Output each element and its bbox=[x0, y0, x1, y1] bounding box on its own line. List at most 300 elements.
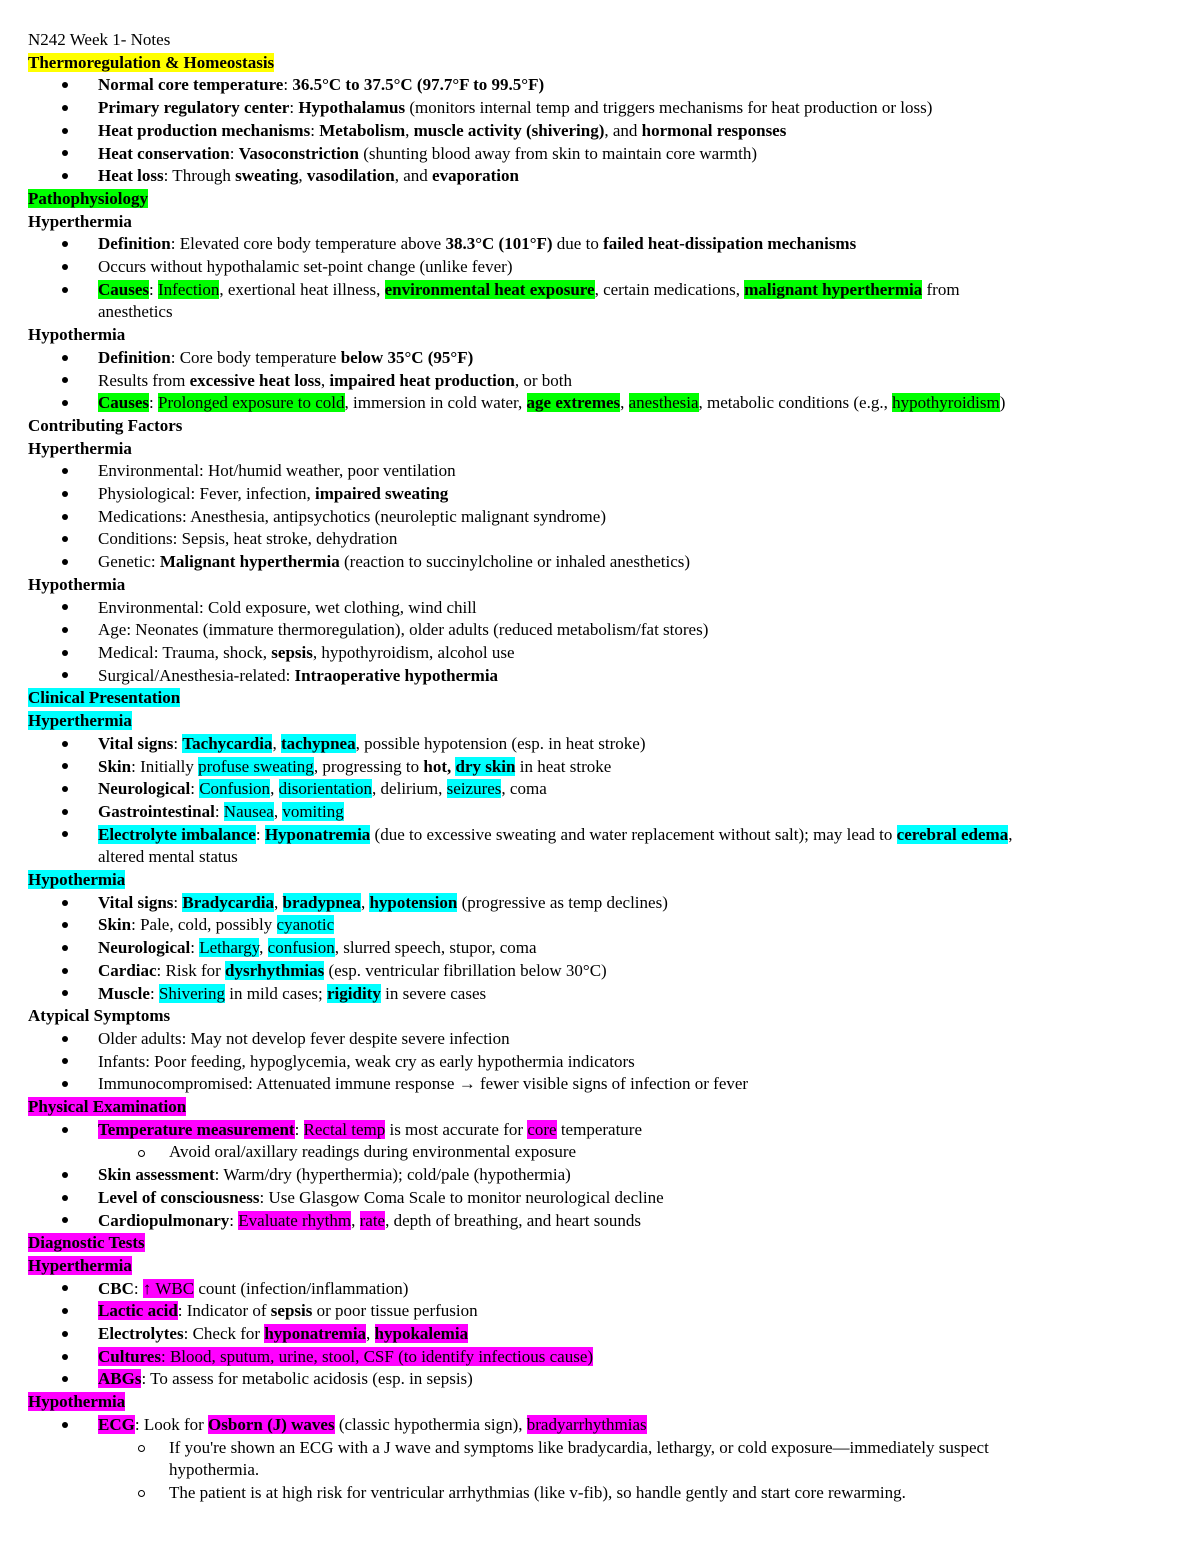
text-run: Vasoconstriction bbox=[238, 143, 359, 163]
bullet-item bbox=[28, 983, 1168, 1006]
highlighted-text: Causes bbox=[98, 279, 150, 299]
bullet-item bbox=[28, 74, 1168, 97]
text-run: , metabolic conditions (e.g., bbox=[698, 393, 893, 413]
bullet-dot-icon bbox=[62, 900, 68, 906]
bullet-marker bbox=[62, 1346, 68, 1369]
text-run: , bbox=[360, 892, 370, 912]
bullet-dot-icon bbox=[62, 491, 68, 497]
text-run: Normal core temperature bbox=[98, 75, 284, 95]
bullet-dot-icon bbox=[62, 1422, 68, 1428]
bullet-marker bbox=[62, 1414, 68, 1437]
text-run: hot, bbox=[423, 756, 456, 776]
text-run: hormonal responses bbox=[641, 120, 787, 140]
text-run: ) bbox=[999, 393, 1006, 413]
highlighted-text: Evaluate rhythm bbox=[238, 1210, 352, 1230]
highlighted-text: Diagnostic Tests bbox=[28, 1233, 145, 1253]
bullet-dot-icon bbox=[62, 741, 68, 747]
highlighted-text: Clinical Presentation bbox=[28, 688, 181, 708]
bullet-item bbox=[28, 619, 1168, 642]
bullet-dot-icon bbox=[62, 241, 68, 247]
highlighted-text: Prolonged exposure to cold bbox=[158, 393, 345, 413]
bullet-item bbox=[28, 279, 1168, 302]
text-run: Immunocompromised: Attenuated immune response → fewer visible signs of infection or fever bbox=[98, 1074, 749, 1094]
bullet-marker bbox=[62, 347, 68, 370]
text-run: Definition bbox=[98, 234, 171, 254]
text-run: anesthetics bbox=[98, 302, 173, 322]
text-run: : Through bbox=[163, 166, 236, 186]
text-run: hypothermia. bbox=[169, 1460, 260, 1480]
bullet-marker bbox=[62, 1278, 68, 1301]
bullet-marker bbox=[62, 1210, 68, 1233]
highlighted-text: Hyperthermia bbox=[28, 711, 132, 731]
bullet-item bbox=[28, 914, 1168, 937]
bullet-continuation bbox=[28, 301, 1168, 324]
section-heading bbox=[28, 52, 1168, 75]
bullet-item bbox=[28, 551, 1168, 574]
bullet-marker bbox=[138, 1437, 145, 1460]
text-run: : bbox=[149, 393, 158, 413]
bullet-marker bbox=[62, 392, 68, 415]
text-run: from bbox=[922, 279, 960, 299]
bullet-dot-icon bbox=[62, 1285, 68, 1291]
bullet-dot-icon bbox=[62, 536, 68, 542]
bullet-dot-icon bbox=[62, 287, 68, 293]
highlighted-text: Physical Examination bbox=[28, 1097, 187, 1117]
text-run: is most accurate for bbox=[385, 1119, 528, 1139]
bullet-item bbox=[28, 892, 1168, 915]
text-run: , and bbox=[604, 120, 642, 140]
bullet-marker bbox=[62, 960, 68, 983]
bullet-marker bbox=[138, 1141, 145, 1164]
text-run: or poor tissue perfusion bbox=[312, 1301, 478, 1321]
highlighted-text: Osborn (J) waves bbox=[208, 1414, 335, 1434]
bullet-item bbox=[28, 778, 1168, 801]
text-run: Hypothalamus bbox=[298, 98, 406, 118]
text-run: : bbox=[190, 938, 200, 958]
text-run: : Use Glasgow Coma Scale to monitor neurological decline bbox=[259, 1187, 664, 1207]
bullet-item bbox=[28, 506, 1168, 529]
text-run: Vital signs bbox=[98, 892, 174, 912]
bullet-dot-icon bbox=[62, 786, 68, 792]
bullet-item bbox=[28, 1119, 1168, 1142]
bullet-marker bbox=[62, 801, 68, 824]
text-run: , bbox=[270, 779, 279, 799]
highlighted-text: Bradycardia bbox=[182, 892, 275, 912]
text-run: , slurred speech, stupor, coma bbox=[334, 938, 537, 958]
sub-bullet-item bbox=[28, 1437, 1168, 1460]
highlighted-text: Hypothermia bbox=[28, 870, 126, 890]
text-run: , bbox=[351, 1210, 360, 1230]
bullet-item bbox=[28, 143, 1168, 166]
bullet-marker bbox=[62, 1028, 68, 1051]
bullet-dot-icon bbox=[62, 1195, 68, 1201]
text-run: : Elevated core body temperature above bbox=[170, 234, 446, 254]
text-run: , exertional heat illness, bbox=[219, 279, 385, 299]
text-run: Skin bbox=[98, 756, 132, 776]
text-run: Surgical/Anesthesia-related: bbox=[98, 665, 295, 685]
bullet-item bbox=[28, 460, 1168, 483]
text-run: (progressive as temp declines) bbox=[457, 892, 668, 912]
highlighted-text: tachypnea bbox=[280, 733, 356, 753]
bullet-item bbox=[28, 642, 1168, 665]
bullet-dot-icon bbox=[62, 922, 68, 928]
bullet-dot-icon bbox=[62, 559, 68, 565]
text-run: altered mental status bbox=[98, 847, 238, 867]
bullet-dot-icon bbox=[62, 831, 68, 837]
highlighted-text: seizures bbox=[446, 779, 502, 799]
text-run: : bbox=[229, 1210, 239, 1230]
section-heading bbox=[28, 1005, 1168, 1028]
highlighted-text: Hyperthermia bbox=[28, 1255, 132, 1275]
bullet-dot-icon bbox=[62, 264, 68, 270]
notes-body bbox=[28, 52, 1168, 1505]
text-run: : bbox=[289, 98, 299, 118]
bullet-marker bbox=[62, 983, 68, 1006]
text-run: : Indicator of bbox=[177, 1301, 271, 1321]
highlighted-text: hyponatremia bbox=[264, 1324, 367, 1344]
bullet-item bbox=[28, 937, 1168, 960]
text-run: Skin assessment bbox=[98, 1165, 215, 1185]
text-run: due to bbox=[552, 234, 604, 254]
text-run: Environmental: Cold exposure, wet clothing, wind chill bbox=[98, 597, 477, 617]
highlighted-text: Cultures bbox=[98, 1346, 161, 1366]
text-run: Gastrointestinal bbox=[98, 801, 215, 821]
highlighted-text: Causes bbox=[98, 393, 150, 413]
text-run: Genetic: bbox=[98, 552, 160, 572]
bullet-item bbox=[28, 733, 1168, 756]
text-run: Age: Neonates (immature thermoregulation), older adults (reduced metabolism/fat stores) bbox=[98, 620, 709, 640]
bullet-dot-icon bbox=[62, 105, 68, 111]
text-run: Environmental: Hot/humid weather, poor ventilation bbox=[98, 461, 456, 481]
bullet-marker bbox=[62, 1051, 68, 1074]
section-heading bbox=[28, 415, 1168, 438]
text-run: , and bbox=[394, 166, 433, 186]
bullet-dot-icon bbox=[62, 763, 68, 769]
highlighted-text: core bbox=[527, 1119, 557, 1139]
highlighted-text: ↑ WBC bbox=[142, 1278, 195, 1298]
bullet-item bbox=[28, 97, 1168, 120]
highlighted-text: malignant hyperthermia bbox=[744, 279, 923, 299]
highlighted-text: Hyponatremia bbox=[264, 824, 371, 844]
text-run: : Risk for bbox=[156, 960, 226, 980]
text-run: Vital signs bbox=[98, 733, 174, 753]
text-run: Results from bbox=[98, 370, 190, 390]
sub-bullet-circle-icon bbox=[138, 1445, 145, 1452]
text-run: Metabolism bbox=[319, 120, 406, 140]
text-run: : bbox=[255, 824, 265, 844]
highlighted-text: ECG bbox=[98, 1414, 135, 1434]
bullet-dot-icon bbox=[62, 627, 68, 633]
text-run: , depth of breathing, and heart sounds bbox=[385, 1210, 641, 1230]
bullet-item bbox=[28, 597, 1168, 620]
text-run: : bbox=[229, 143, 239, 163]
section-heading bbox=[28, 687, 1168, 710]
text-run: Physiological: Fever, infection, bbox=[98, 484, 315, 504]
bullet-item bbox=[28, 1073, 1168, 1096]
bullet-item bbox=[28, 1164, 1168, 1187]
text-run: Atypical Symptoms bbox=[28, 1006, 171, 1026]
bullet-marker bbox=[62, 733, 68, 756]
text-run: Hyperthermia bbox=[28, 211, 132, 231]
text-run: Older adults: May not develop fever despite severe infection bbox=[98, 1028, 510, 1048]
text-run: (monitors internal temp and triggers mechanisms for heat production or loss) bbox=[405, 98, 933, 118]
bullet-item bbox=[28, 801, 1168, 824]
highlighted-text: Rectal temp bbox=[303, 1119, 386, 1139]
bullet-continuation bbox=[28, 846, 1168, 869]
text-run: Neurological bbox=[98, 938, 191, 958]
text-run: in mild cases; bbox=[225, 983, 328, 1003]
highlighted-text: hypothyroidism bbox=[892, 393, 1000, 413]
bullet-marker bbox=[62, 528, 68, 551]
sub-bullet-circle-icon bbox=[138, 1150, 145, 1157]
bullet-item bbox=[28, 665, 1168, 688]
bullet-marker bbox=[62, 506, 68, 529]
text-run: 38.3°C (101°F) bbox=[445, 234, 553, 254]
bullet-item bbox=[28, 347, 1168, 370]
bullet-marker bbox=[62, 665, 68, 688]
text-run: Heat production mechanisms bbox=[98, 120, 311, 140]
bullet-item bbox=[28, 1028, 1168, 1051]
bullet-dot-icon bbox=[62, 945, 68, 951]
highlighted-text: Temperature measurement bbox=[98, 1119, 295, 1139]
bullet-marker bbox=[62, 824, 68, 847]
text-run: Intraoperative hypothermia bbox=[294, 665, 499, 685]
highlighted-text: rate bbox=[359, 1210, 386, 1230]
text-run: Medications: Anesthesia, antipsychotics (neuroleptic malignant syndrome) bbox=[98, 506, 606, 526]
bullet-dot-icon bbox=[62, 1036, 68, 1042]
bullet-marker bbox=[62, 370, 68, 393]
text-run: : bbox=[173, 892, 183, 912]
highlighted-text: cerebral edema bbox=[896, 824, 1009, 844]
text-run: impaired heat production bbox=[329, 370, 515, 390]
text-run: in severe cases bbox=[380, 983, 487, 1003]
text-run: : Look for bbox=[134, 1414, 209, 1434]
bullet-dot-icon bbox=[62, 377, 68, 383]
text-run: Conditions: Sepsis, heat stroke, dehydration bbox=[98, 529, 398, 549]
text-run: : bbox=[133, 1278, 143, 1298]
bullet-marker bbox=[62, 551, 68, 574]
text-run: Malignant hyperthermia bbox=[159, 552, 340, 572]
bullet-item bbox=[28, 1414, 1168, 1437]
text-run: Infants: Poor feeding, hypoglycemia, weak cry as early hypothermia indicators bbox=[98, 1051, 635, 1071]
section-heading bbox=[28, 211, 1168, 234]
sub-bullet-continuation bbox=[28, 1459, 1168, 1482]
bullet-dot-icon bbox=[62, 1376, 68, 1382]
text-run: failed heat-dissipation mechanisms bbox=[603, 234, 857, 254]
bullet-dot-icon bbox=[62, 1331, 68, 1337]
text-run: (reaction to succinylcholine or inhaled anesthetics) bbox=[339, 552, 691, 572]
bullet-marker bbox=[62, 642, 68, 665]
bullet-marker bbox=[62, 1300, 68, 1323]
highlighted-text: Nausea bbox=[223, 801, 274, 821]
bullet-marker bbox=[62, 756, 68, 779]
text-run: muscle activity (shivering) bbox=[413, 120, 605, 140]
text-run: : bbox=[190, 779, 200, 799]
bullet-marker bbox=[62, 778, 68, 801]
text-run: vasodilation bbox=[306, 166, 395, 186]
section-heading bbox=[28, 869, 1168, 892]
text-run: Heat loss bbox=[98, 166, 164, 186]
text-run: Hypothermia bbox=[28, 325, 126, 345]
text-run: , bbox=[272, 733, 281, 753]
bullet-marker bbox=[62, 120, 68, 143]
highlighted-text: dysrhythmias bbox=[225, 960, 325, 980]
text-run: Hyperthermia bbox=[28, 438, 132, 458]
highlighted-text: dry skin bbox=[455, 756, 516, 776]
highlighted-text: bradypnea bbox=[282, 892, 361, 912]
bullet-item bbox=[28, 370, 1168, 393]
highlighted-text: environmental heat exposure bbox=[384, 279, 595, 299]
text-run: Avoid oral/axillary readings during environmental exposure bbox=[169, 1142, 577, 1162]
text-run: , hypothyroidism, alcohol use bbox=[312, 642, 515, 662]
bullet-marker bbox=[62, 1368, 68, 1391]
text-run: sepsis bbox=[271, 642, 313, 662]
highlighted-text: Shivering bbox=[158, 983, 226, 1003]
text-run: sepsis bbox=[270, 1301, 313, 1321]
text-run: Heat conservation bbox=[98, 143, 230, 163]
bullet-marker bbox=[62, 619, 68, 642]
text-run: Electrolytes bbox=[98, 1324, 184, 1344]
bullet-marker bbox=[62, 1164, 68, 1187]
text-run: Primary regulatory center bbox=[98, 98, 290, 118]
text-run: Neurological bbox=[98, 779, 191, 799]
text-run: , bbox=[298, 166, 307, 186]
text-run: evaporation bbox=[432, 166, 519, 186]
text-run: sweating bbox=[235, 166, 299, 186]
bullet-marker bbox=[62, 279, 68, 302]
section-heading bbox=[28, 1232, 1168, 1255]
highlighted-text: hypokalemia bbox=[374, 1324, 469, 1344]
text-run: Occurs without hypothalamic set-point change (unlike fever) bbox=[98, 257, 513, 277]
bullet-marker bbox=[62, 597, 68, 620]
notes-page bbox=[28, 29, 1168, 1505]
highlighted-text: ABGs bbox=[98, 1369, 142, 1389]
highlighted-text: Electrolyte imbalance bbox=[98, 824, 256, 844]
highlighted-text: Pathophysiology bbox=[28, 188, 148, 208]
text-run: Cardiac bbox=[98, 960, 157, 980]
section-heading bbox=[28, 188, 1168, 211]
bullet-dot-icon bbox=[62, 672, 68, 678]
text-run: : bbox=[294, 1119, 304, 1139]
bullet-marker bbox=[62, 74, 68, 97]
bullet-marker bbox=[62, 1073, 68, 1096]
text-run: excessive heat loss bbox=[189, 370, 321, 390]
bullet-item bbox=[28, 483, 1168, 506]
bullet-item bbox=[28, 233, 1168, 256]
text-run: , delirium, bbox=[372, 779, 447, 799]
bullet-dot-icon bbox=[62, 82, 68, 88]
bullet-dot-icon bbox=[62, 1081, 68, 1087]
text-run: Definition bbox=[98, 347, 171, 367]
bullet-dot-icon bbox=[62, 1172, 68, 1178]
highlighted-text: confusion bbox=[267, 938, 335, 958]
bullet-item bbox=[28, 392, 1168, 415]
bullet-marker bbox=[62, 97, 68, 120]
text-run: : Pale, cold, possibly bbox=[131, 915, 277, 935]
bullet-item bbox=[28, 528, 1168, 551]
bullet-item bbox=[28, 165, 1168, 188]
bullet-item bbox=[28, 120, 1168, 143]
bullet-marker bbox=[62, 165, 68, 188]
section-heading bbox=[28, 710, 1168, 733]
text-run: (shunting blood away from skin to maintain core warmth) bbox=[358, 143, 757, 163]
bullet-dot-icon bbox=[62, 1127, 68, 1133]
bullet-dot-icon bbox=[62, 604, 68, 610]
highlighted-text: Hypothermia bbox=[28, 1392, 126, 1412]
text-run: Cardiopulmonary bbox=[98, 1210, 230, 1230]
highlighted-text: vomiting bbox=[282, 801, 344, 821]
bullet-item bbox=[28, 1346, 1168, 1369]
text-run: : bbox=[310, 120, 320, 140]
text-run: (esp. ventricular fibrillation below 30°C) bbox=[324, 960, 607, 980]
text-run: CBC bbox=[98, 1278, 134, 1298]
bullet-marker bbox=[62, 143, 68, 166]
highlighted-text: age extremes bbox=[526, 393, 621, 413]
section-heading bbox=[28, 1255, 1168, 1278]
text-run: If you're shown an ECG with a J wave and symptoms like bradycardia, lethargy, or cold exposure—immediately suspect bbox=[169, 1437, 989, 1457]
highlighted-text: Thermoregulation & Homeostasis bbox=[28, 52, 275, 72]
bullet-dot-icon bbox=[62, 809, 68, 815]
document-title: N242 Week 1- Notes bbox=[28, 30, 171, 49]
text-run: Contributing Factors bbox=[28, 415, 183, 435]
text-run: , coma bbox=[501, 779, 547, 799]
text-run: : Core body temperature bbox=[170, 347, 341, 367]
bullet-dot-icon bbox=[62, 650, 68, 656]
bullet-dot-icon bbox=[62, 128, 68, 134]
highlighted-text: bradyarrhythmias bbox=[526, 1414, 647, 1434]
text-run: , or both bbox=[514, 370, 572, 390]
bullet-marker bbox=[62, 256, 68, 279]
bullet-dot-icon bbox=[62, 150, 68, 156]
bullet-dot-icon bbox=[62, 355, 68, 361]
highlighted-text: Confusion bbox=[199, 779, 271, 799]
section-heading bbox=[28, 1096, 1168, 1119]
text-run: The patient is at high risk for ventricular arrhythmias (like v-fib), so handle gently and start core rewarming. bbox=[169, 1483, 906, 1502]
bullet-item bbox=[28, 1187, 1168, 1210]
text-run: : bbox=[283, 75, 293, 95]
text-run: Hypothermia bbox=[28, 574, 126, 594]
text-run: temperature bbox=[556, 1119, 643, 1139]
text-run: , bbox=[273, 801, 283, 821]
bullet-marker bbox=[62, 233, 68, 256]
bullet-marker bbox=[138, 1482, 145, 1505]
text-run: , bbox=[320, 370, 330, 390]
bullet-dot-icon bbox=[62, 968, 68, 974]
bullet-item bbox=[28, 1368, 1168, 1391]
highlighted-text: hypotension bbox=[369, 892, 458, 912]
bullet-item bbox=[28, 1051, 1168, 1074]
highlighted-text: : Blood, sputum, urine, stool, CSF (to identify infectious cause) bbox=[160, 1346, 594, 1366]
highlighted-text: Lethargy bbox=[199, 938, 260, 958]
bullet-marker bbox=[62, 892, 68, 915]
text-run: : bbox=[149, 983, 159, 1003]
highlighted-text: profuse sweating bbox=[198, 756, 314, 776]
text-run: , progressing to bbox=[313, 756, 424, 776]
bullet-marker bbox=[62, 1187, 68, 1210]
text-run: : bbox=[214, 801, 224, 821]
highlighted-text: Infection bbox=[158, 279, 220, 299]
text-run: : Warm/dry (hyperthermia); cold/pale (hypothermia) bbox=[214, 1165, 571, 1185]
highlighted-text: anesthesia bbox=[628, 393, 699, 413]
bullet-dot-icon bbox=[62, 990, 68, 996]
highlighted-text: disorientation bbox=[278, 779, 373, 799]
text-run: Skin bbox=[98, 915, 132, 935]
text-run: Muscle bbox=[98, 983, 150, 1003]
sub-bullet-item bbox=[28, 1141, 1168, 1164]
text-run: (classic hypothermia sign), bbox=[334, 1414, 527, 1434]
bullet-item bbox=[28, 1300, 1168, 1323]
bullet-item bbox=[28, 1278, 1168, 1301]
